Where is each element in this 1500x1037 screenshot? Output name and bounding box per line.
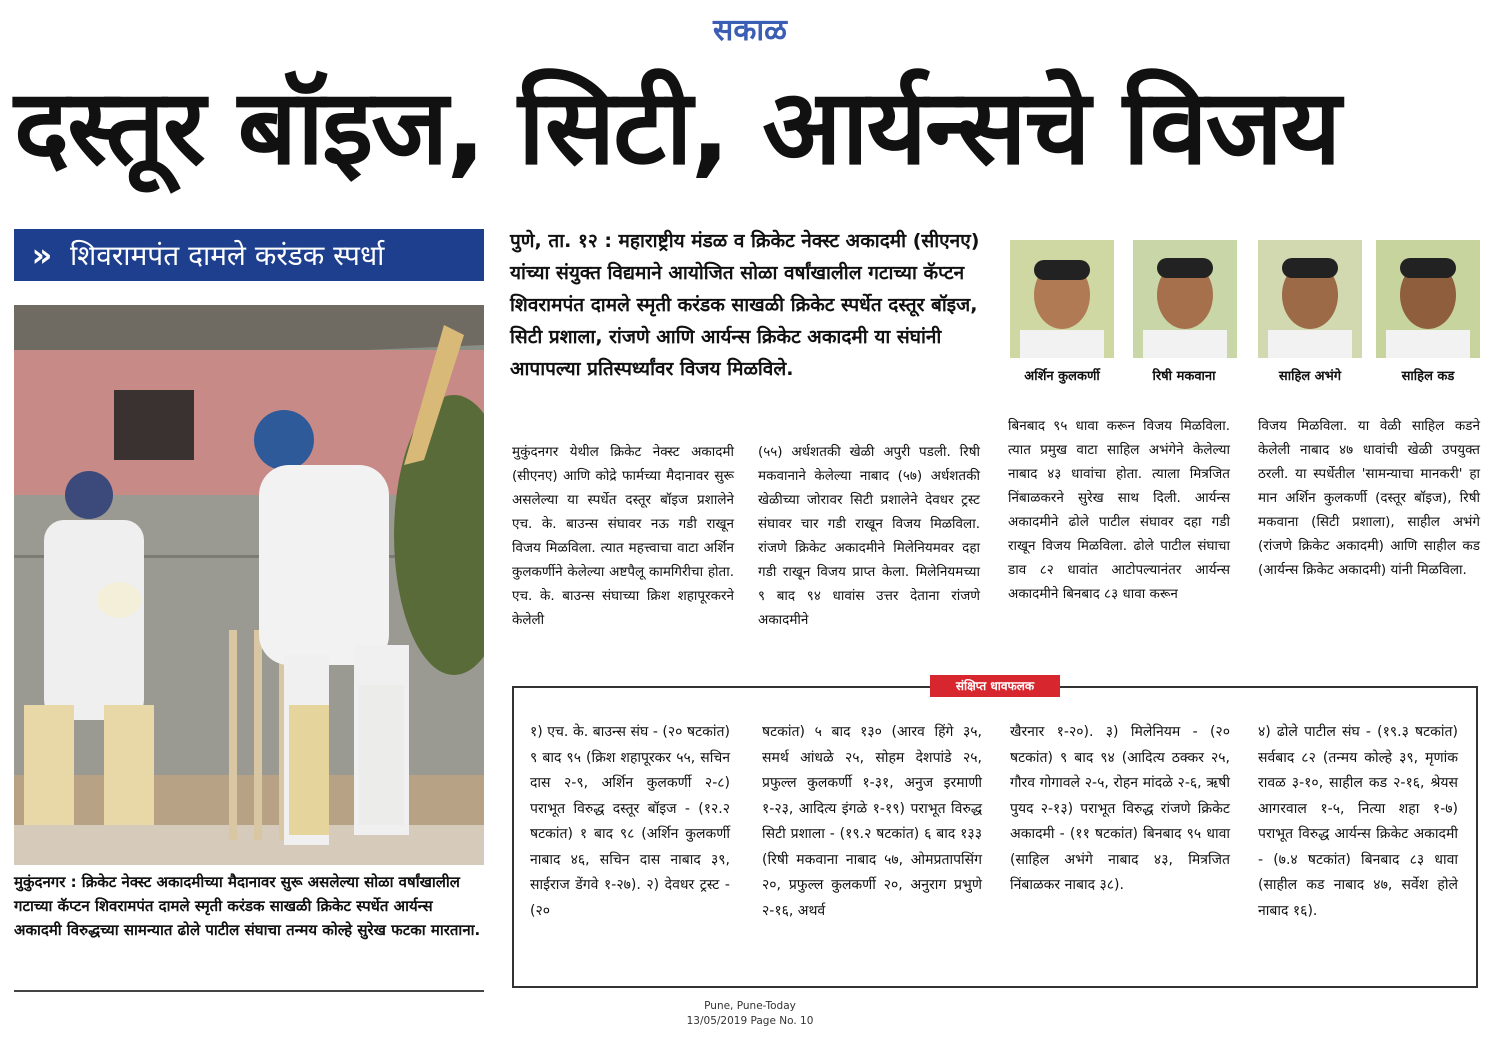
cricket-photo [14,305,484,865]
body-column-3: बिनबाद ९५ धावा करून विजय मिळविला. त्यात प्रमुख वाटा साहिल अभंगेने केलेल्या नाबाद ४३ धावांचा होता. त्याला मित्रजित निंबाळकरने सुरेख साथ दिली. आर्यन्स अकादमीने ढोले पाटील संघावर दहा गडी राखून विजय मिळविला. ढोले पाटील संघाचा डाव ८२ धावांत आटोपल्यानंतर आर्यन्स अकादमीने बिनबाद ८३ धावा करून [1008,418,1230,602]
masthead-logo: सकाळ [713,13,787,48]
footer-date-page: 13/05/2019 Page No. 10 [686,1015,814,1027]
body-column-2: (५५) अर्धशतकी खेळी अपुरी पडली. रिषी मकवानाने केलेल्या नाबाद (५७) अर्धशतकी खेळीच्या जोरावर सिटी प्रशालेने देवधर ट्रस्ट संघावर चार गडी राखून विजय मिळविला. रांजणे क्रिकेट अकादमीने मिलेनियमवर दहा गडी राखून विजय प्राप्त केला. मिलेनियमच्या ९ बाद ९४ धावांस उत्तर देताना रांजणे अकादमीने [758,444,980,628]
lead-paragraph: पुणे, ता. १२ : महाराष्ट्रीय मंडळ व क्रिकेट नेक्स्ट अकादमी (सीएनए) यांच्या संयुक्त विद्यमाने आयोजित सोळा वर्षांखालील गटाच्या कॅप्टन शिवरामपंत दामले स्मृती करंडक साखळी क्रिकेट स्पर्धेत दस्तूर बॉइज, सिटी प्रशाला, रांजणे आणि आर्यन्स क्रिकेट अकादमी या संघांनी आपापल्या प्रतिस्पर्ध्यांवर विजय मिळविले. [510,230,980,380]
body-column-4: विजय मिळविला. या वेळी साहिल कडने केलेली नाबाद ४७ धावांची खेळी उपयुक्त ठरली. या स्पर्धेतील 'सामन्याचा मानकरी' हा मान अर्शिन कुलकर्णी (दस्तूर बॉइज), रिषी मकवाना (सिटी प्रशाला), साहील अभंगे (रांजणे क्रिकेट अकादमी) आणि साहील कड (आर्यन्स क्रिकेट अकादमी) यांनी मिळविला. [1258,418,1480,578]
scorecard-column-3: खैरनार १-२०). ३) मिलेनियम - (२० षटकांत) ९ बाद ९४ (आदित्य ठक्कर २५, गौरव गोगावले २-५, रोहन मांदळे २-६, ऋषी पुयद २-१३) पराभूत विरुद्ध रांजणे क्रिकेट अकादमी - (११ षटकांत) बिनबाद ९५ धावा (साहिल अभंगे नाबाद ४३, मित्रजित निंबाळकर नाबाद ३८). [1010,724,1230,893]
scorecard-column-2: षटकांत) ५ बाद १३० (आरव हिंगे ३५, समर्थ आंधळे २५, सोहम देशपांडे २५, प्रफुल्ल कुलकर्णी १-३१, अनुज इरमाणी १-२३, आदित्य इंगळे १-१९) पराभूत विरुद्ध सिटी प्रशाला - (१९.२ षटकांत) ६ बाद १३३ (रिषी मकवाना नाबाद ५७, ओमप्रतापसिंग २०, प्रफुल्ल कुलकर्णी २०, अनुराग प्रभुणे २-१६, अथर्व [762,724,982,919]
headline: दस्तूर बॉइज, सिटी, आर्यन्सचे विजय [14,66,1340,188]
body-column-1: मुकुंदनगर येथील क्रिकेट नेक्स्ट अकादमी (सीएनए) आणि कोद्रे फार्मच्या मैदानावर सुरू असलेल्या या स्पर्धेत दस्तूर बॉइज प्रशालेने एच. के. बाउन्स संघावर नऊ गडी राखून विजय मिळविला. त्यात महत्त्वाचा वाटा अर्शिन कुलकर्णीने केलेल्या अष्टपैलू कामगिरीचा होता. एच. के. बाउन्स संघाच्या क्रिश शहापूरकरने केलेली [512,444,734,628]
scorecard-column-1: १) एच. के. बाउन्स संघ - (२० षटकांत) ९ बाद ९५ (क्रिश शहापूरकर ५५, सचिन दास २-९, अर्शिन कुलकर्णी २-८) पराभूत विरुद्ध दस्तूर बॉइज - (१२.२ षटकांत) १ बाद ९८ (अर्शिन कुलकर्णी नाबाद ४६, सचिन दास नाबाद ३९, साईराज डेंगवे १-२७). २) देवधर ट्रस्ट - (२० [530,724,730,919]
player-photo-1 [1010,240,1114,358]
footer-edition: Pune, Pune-Today [704,1000,796,1012]
player-name-3: साहिल अभंगे [1278,369,1342,384]
player-photo-3 [1258,240,1362,358]
section-banner [14,229,484,281]
caption-divider [14,990,484,992]
player-photo-4 [1376,240,1480,358]
player-photo-2 [1133,240,1237,358]
page-footer [650,999,850,1029]
double-chevron-icon: » [31,236,53,274]
banner-label: शिवरामपंत दामले करंडक स्पर्धा [70,239,385,272]
player-name-2: रिषी मकवाना [1152,369,1216,384]
player-name-1: अर्शिन कुलकर्णी [1024,369,1100,384]
scorecard-tag: संक्षिप्त धावफलक [930,675,1060,697]
player-name-4: साहिल कड [1401,369,1455,384]
scorecard-column-4: ४) ढोले पाटील संघ - (१९.३ षटकांत) सर्वबाद ८२ (तन्मय कोल्हे ३९, मृणांक रावळ ३-१०, साहील कड २-१६, श्रेयस आगरवाल १-५, नित्या शहा १-७) पराभूत विरुद्ध आर्यन्स क्रिकेट अकादमी - (७.४ षटकांत) बिनबाद ८३ धावा (साहील कड नाबाद ४७, सर्वेश होले नाबाद १६). [1258,724,1458,919]
photo-caption: मुकुंदनगर : क्रिकेट नेक्स्ट अकादमीच्या मैदानावर सुरू असलेल्या सोळा वर्षांखालील गटाच्या कॅप्टन शिवरामपंत दामले स्मृती करंडक साखळी क्रिकेट स्पर्धेत आर्यन्स अकादमी विरुद्धच्या सामन्यात ढोले पाटील संघाचा तन्मय कोल्हे सुरेख फटका मारताना. [14,873,481,939]
